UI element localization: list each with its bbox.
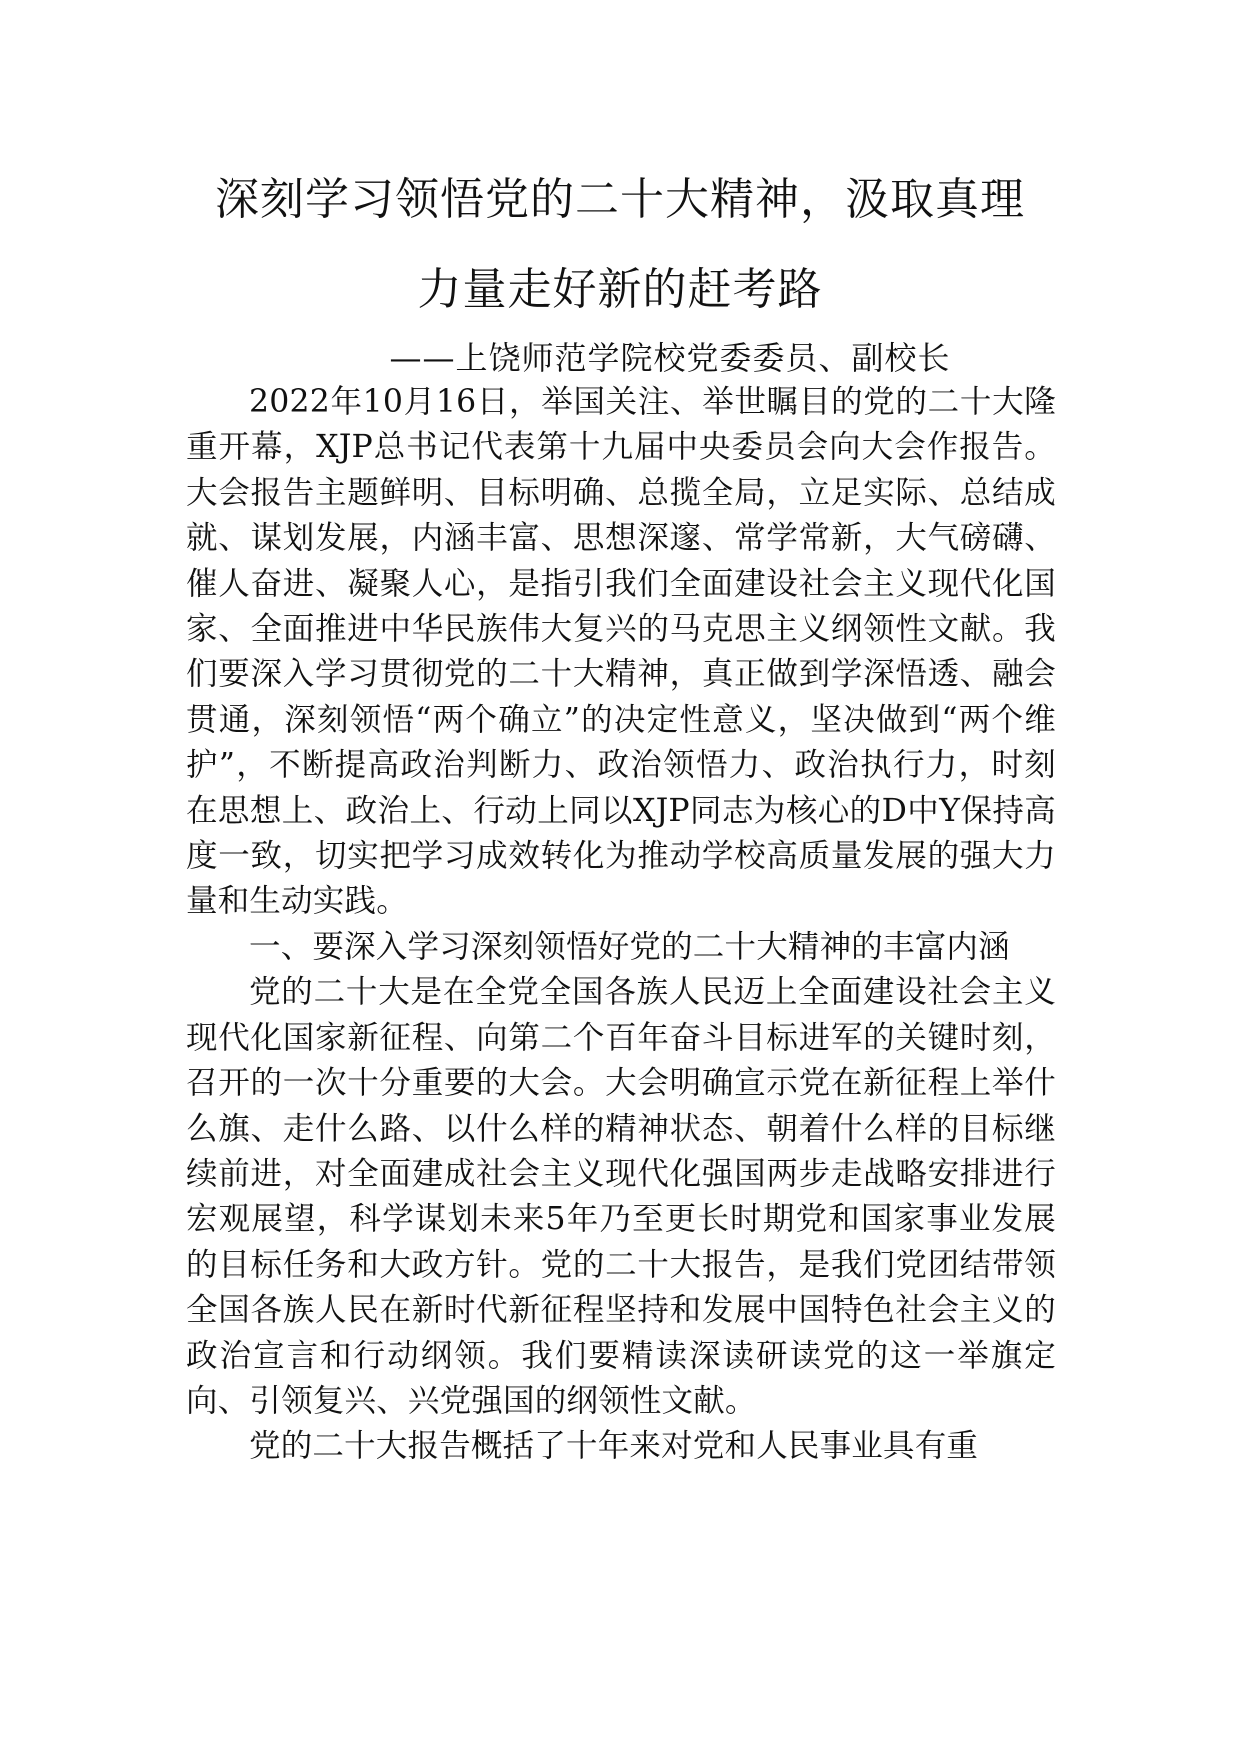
document-title-line-2: 力量走好新的赶考路 [417, 264, 823, 315]
paragraph-section-1: 党的二十大是在全党全国各族人民迈上全面建设社会主义现代化国家新征程、向第二个百年奋斗目标进军的关键时刻，召开的一次十分重要的大会。大会明确宣示党在新征程上举什么旗、走什么路、以什么样的精神状态、朝着什么样的目标继续前进，对全面建成社会主义现代化强国两步走战略安排进行宏观展望，科学谋划未来5年乃至更长时期党和国家事业发展的目标任务和大政方针。党的二十大报告，是我们党团结带领全国各族人民在新时代新征程坚持和发展中国特色社会主义的政治宣言和行动纲领。我们要精读深读研读党的这一举旗定向、引领复兴、兴党强国的纲领性文献。 [186, 974, 1056, 1419]
document-body [186, 380, 1056, 1470]
document-title-line-1: 深刻学习领悟党的二十大精神，汲取真理 [215, 174, 1025, 225]
document-subtitle: ——上饶师范学院校党委委员、副校长 [389, 339, 951, 377]
section-heading-1: 一、要深入学习深刻领悟好党的二十大精神的丰富内涵 [249, 928, 1010, 965]
paragraph-intro: 2022年10月16日，举国关注、举世瞩目的党的二十大隆重开幕，XJP总书记代表第十九届中央委员会向大会作报告。大会报告主题鲜明、目标明确、总揽全局，立足实际、总结成就、谋划发展，内涵丰富、思想深邃、常学常新，大气磅礴、催人奋进、凝聚人心，是指引我们全面建设社会主义现代化国家、全面推进中华民族伟大复兴的马克思主义纲领性文献。我们要深入学习贯彻党的二十大精神，真正做到学深悟透、融会贯通，深刻领悟“两个确立”的决定性意义，坚决做到“两个维护”，不断提高政治判断力、政治领悟力、政治执行力，时刻在思想上、政治上、行动上同以XJP同志为核心的D中Y保持高度一致，切实把学习成效转化为推动学校高质量发展的强大力量和生动实践。 [186, 384, 1056, 920]
paragraph-section-1-continued: 党的二十大报告概括了十年来对党和人民事业具有重 [249, 1428, 979, 1465]
